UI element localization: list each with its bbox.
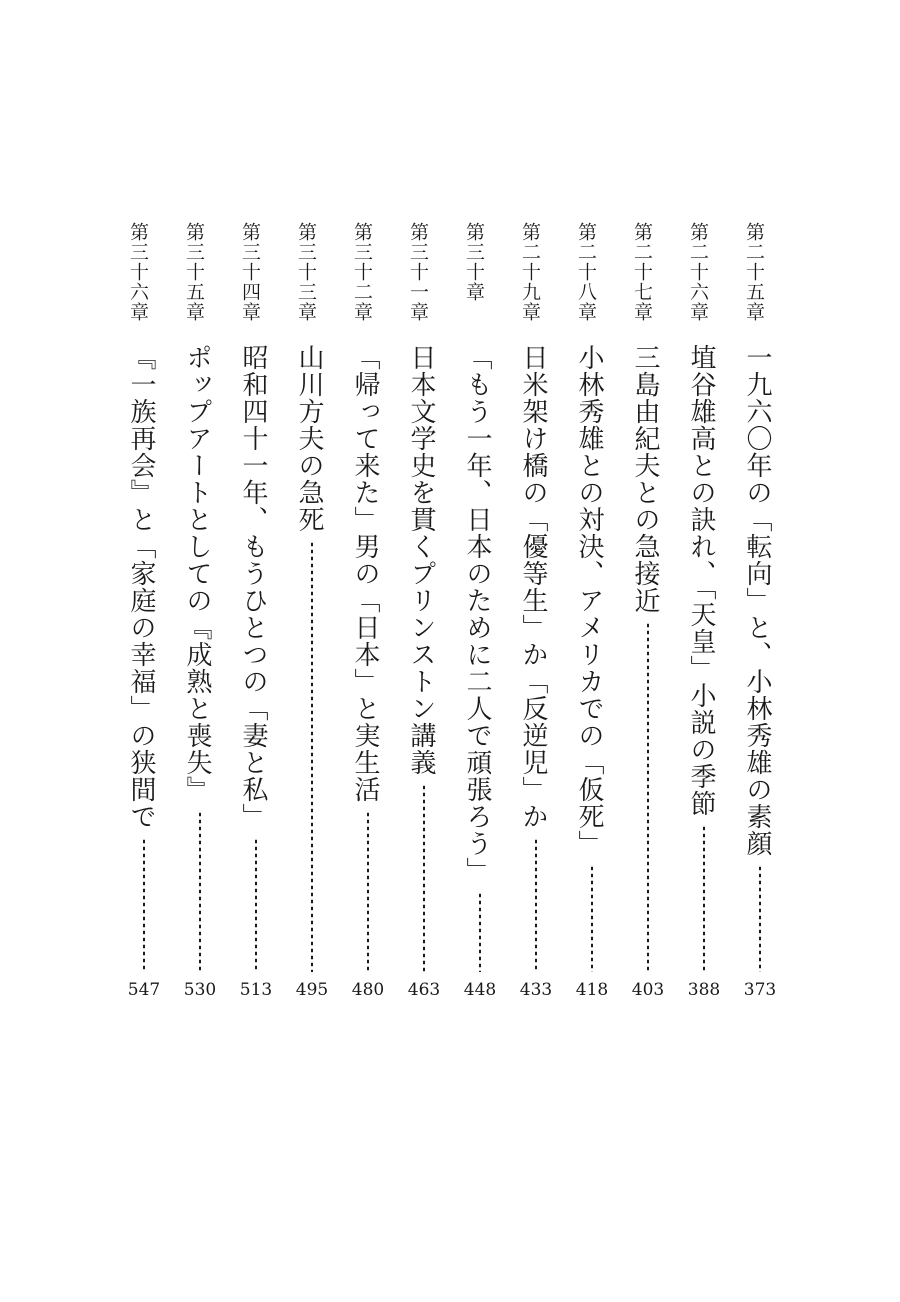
dot-leader: [311, 541, 313, 972]
chapter-title: ポップアートとしての『成熟と喪失』: [182, 344, 212, 803]
chapter-title: 日米架け橋の「優等生」か「反逆児」か: [518, 344, 548, 830]
dot-leader: [479, 892, 481, 972]
dot-leader: [759, 865, 761, 972]
toc-entry: [572, 222, 612, 1012]
page-number: 373: [743, 980, 777, 1000]
chapter-label: 第二十八章: [575, 222, 597, 322]
chapter-label: 第二十五章: [743, 222, 765, 322]
dot-leader: [423, 784, 425, 972]
chapter-title: 「もう一年、日本のために二人で頑張ろう」: [462, 344, 492, 884]
chapter-label: 第二十六章: [687, 222, 709, 322]
chapter-label: 第二十七章: [631, 222, 653, 322]
chapter-label: 第三十六章: [127, 222, 149, 322]
chapter-label: 第二十九章: [519, 222, 541, 322]
chapter-label: 第三十章: [463, 222, 485, 302]
page-number: 448: [463, 980, 497, 1000]
chapter-label: 第三十一章: [407, 222, 429, 322]
chapter-title: 小林秀雄との対決、アメリカでの「仮死」: [574, 344, 604, 857]
page-number: 463: [407, 980, 441, 1000]
chapter-title: 山川方夫の急死: [294, 344, 324, 533]
chapter-title: 『一族再会』と「家庭の幸福」の狭間で: [126, 344, 156, 830]
chapter-label: 第三十三章: [295, 222, 317, 322]
toc-entry: [292, 222, 332, 1012]
chapter-title: 埴谷雄高との訣れ、「天皇」小説の季節: [686, 344, 716, 817]
page-number: 433: [519, 980, 553, 1000]
toc-entry: [740, 222, 780, 1012]
chapter-label: 第三十五章: [183, 222, 205, 322]
dot-leader: [647, 622, 649, 972]
page-number: 495: [295, 980, 329, 1000]
chapter-title: 三島由紀夫との急接近: [630, 344, 660, 614]
page-number: 403: [631, 980, 665, 1000]
chapter-label: 第三十四章: [239, 222, 261, 322]
toc-entry: [348, 222, 388, 1012]
chapter-label: 第三十二章: [351, 222, 373, 322]
chapter-title: 一九六〇年の「転向」と、小林秀雄の素顔: [742, 344, 772, 857]
dot-leader: [591, 865, 593, 972]
chapter-title: 昭和四十一年、もうひとつの「妻と私」: [238, 344, 268, 830]
chapter-title: 「帰って来た」男の「日本」と実生活: [350, 344, 380, 803]
dot-leader: [703, 825, 705, 972]
toc-entry: [684, 222, 724, 1012]
toc-entry: [628, 222, 668, 1012]
dot-leader: [199, 811, 201, 972]
dot-leader: [143, 838, 145, 972]
toc-entry: [236, 222, 276, 1012]
toc-entry: [404, 222, 444, 1012]
page-number: 388: [687, 980, 721, 1000]
toc-entry: [516, 222, 556, 1012]
page-number: 480: [351, 980, 385, 1000]
toc-entry: [460, 222, 500, 1012]
page-number: 547: [127, 980, 161, 1000]
table-of-contents: [126, 222, 780, 1012]
dot-leader: [535, 838, 537, 972]
chapter-title: 日本文学史を貫くプリンストン講義: [406, 344, 436, 776]
page-number: 530: [183, 980, 217, 1000]
dot-leader: [367, 811, 369, 972]
dot-leader: [255, 838, 257, 972]
page-number: 418: [575, 980, 609, 1000]
toc-entry: [124, 222, 164, 1012]
page-number: 513: [239, 980, 273, 1000]
toc-entry: [180, 222, 220, 1012]
